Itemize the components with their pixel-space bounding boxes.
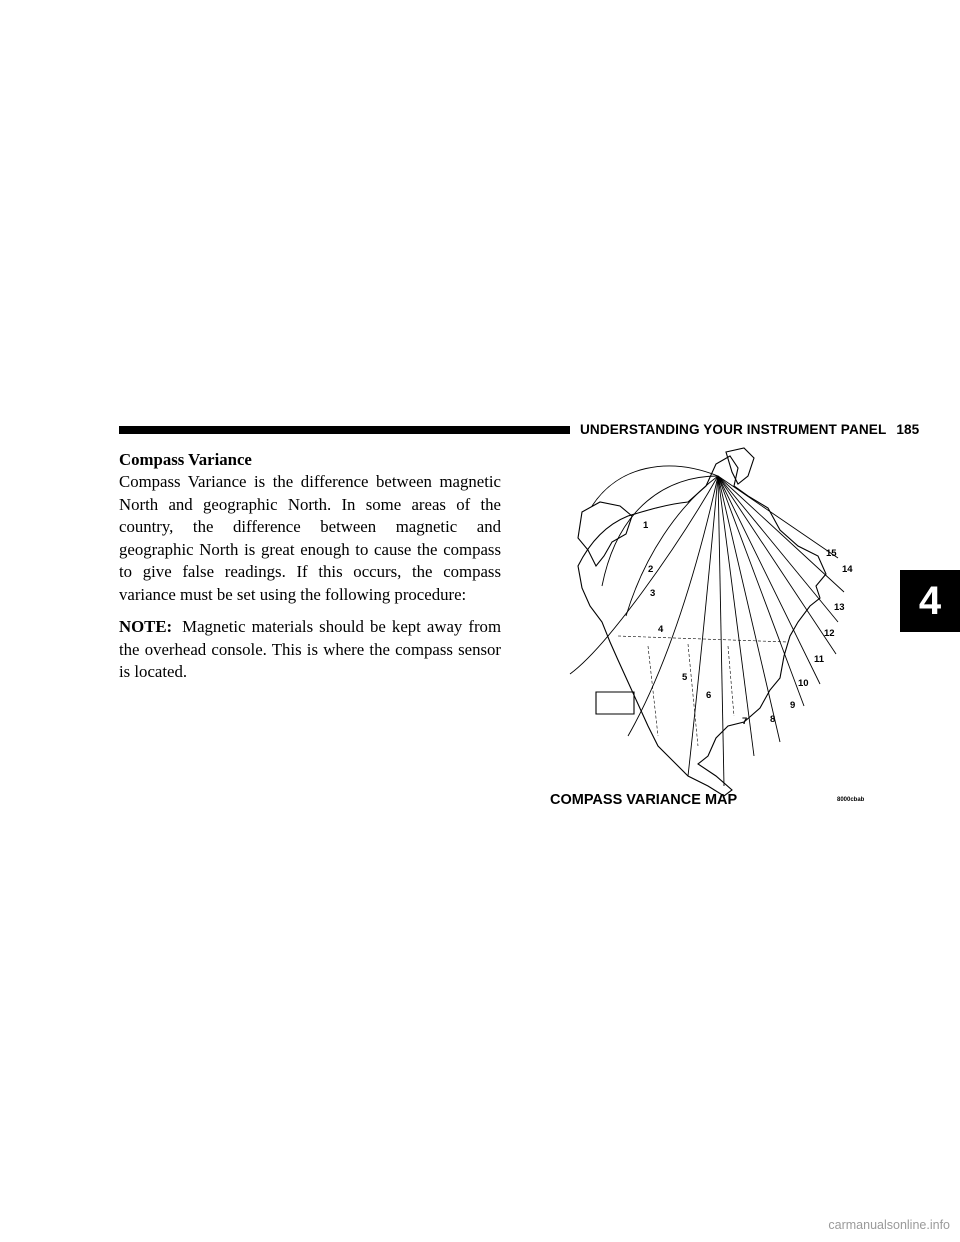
zone-label: 4 xyxy=(658,624,664,635)
header-title: UNDERSTANDING YOUR INSTRUMENT PANEL xyxy=(580,422,887,437)
body-paragraph: Compass Variance is the difference between magnetic North and geographic North. In some areas of the country, the difference between magnetic and geographic North is great enough to cause the compass to give false readings. If this occurs, the compass variance must be set using the following procedure: xyxy=(119,472,501,604)
zone-label: 9 xyxy=(790,700,796,711)
zone-label: 11 xyxy=(814,654,825,665)
note-label: NOTE: xyxy=(119,617,173,636)
page-number: 185 xyxy=(896,422,920,437)
running-header xyxy=(580,421,920,439)
isogonic-line-12 xyxy=(718,476,836,654)
isogonic-line-11 xyxy=(718,476,820,684)
isogonic-line-5 xyxy=(628,476,718,736)
greenland-outline xyxy=(726,448,754,484)
state-line xyxy=(728,646,734,716)
isogonic-line-7 xyxy=(718,476,724,786)
zone-label: 8 xyxy=(770,714,776,725)
zone-label: 10 xyxy=(798,678,809,689)
zone-label: 13 xyxy=(834,602,845,613)
section-heading: Compass Variance xyxy=(119,450,252,469)
zone-label: 5 xyxy=(682,672,688,683)
north-america-outline xyxy=(578,456,826,796)
zone-label: 6 xyxy=(706,690,712,701)
note-text: Magnetic materials should be kept away from the overhead console. This is where the compass sensor is located. xyxy=(119,617,501,681)
isogonic-line-6 xyxy=(688,476,718,776)
note-paragraph xyxy=(119,616,501,684)
isogonic-line-15 xyxy=(718,476,838,558)
zone-label: 7 xyxy=(742,716,748,727)
isogonic-line-10 xyxy=(718,476,804,706)
isogonic-line-8 xyxy=(718,476,754,756)
zone-label: 14 xyxy=(842,564,853,575)
zone-label: 2 xyxy=(648,564,654,575)
isogonic-line-9 xyxy=(718,476,780,742)
chapter-tab[interactable]: 4 xyxy=(900,570,960,632)
state-line xyxy=(648,646,658,736)
zone-label: 1 xyxy=(643,520,649,531)
text-column xyxy=(119,449,501,684)
figure-caption: COMPASS VARIANCE MAP xyxy=(550,792,738,808)
isogonic-line-1 xyxy=(592,466,718,506)
isogonic-line-2 xyxy=(602,476,718,586)
alaska-outline xyxy=(578,502,632,566)
isogonic-line-14 xyxy=(718,476,844,592)
watermark: carmanualsonline.info xyxy=(828,1218,950,1232)
zone-label: 12 xyxy=(824,628,835,639)
header-rule xyxy=(119,426,570,434)
zone-label: 15 xyxy=(826,548,837,559)
inset-box xyxy=(596,692,634,714)
zone-label: 3 xyxy=(650,588,656,599)
isogonic-line-13 xyxy=(718,476,838,622)
compass-variance-map xyxy=(548,446,880,806)
map-illustration xyxy=(548,446,880,806)
figure-code: 8000cbab xyxy=(837,797,865,803)
